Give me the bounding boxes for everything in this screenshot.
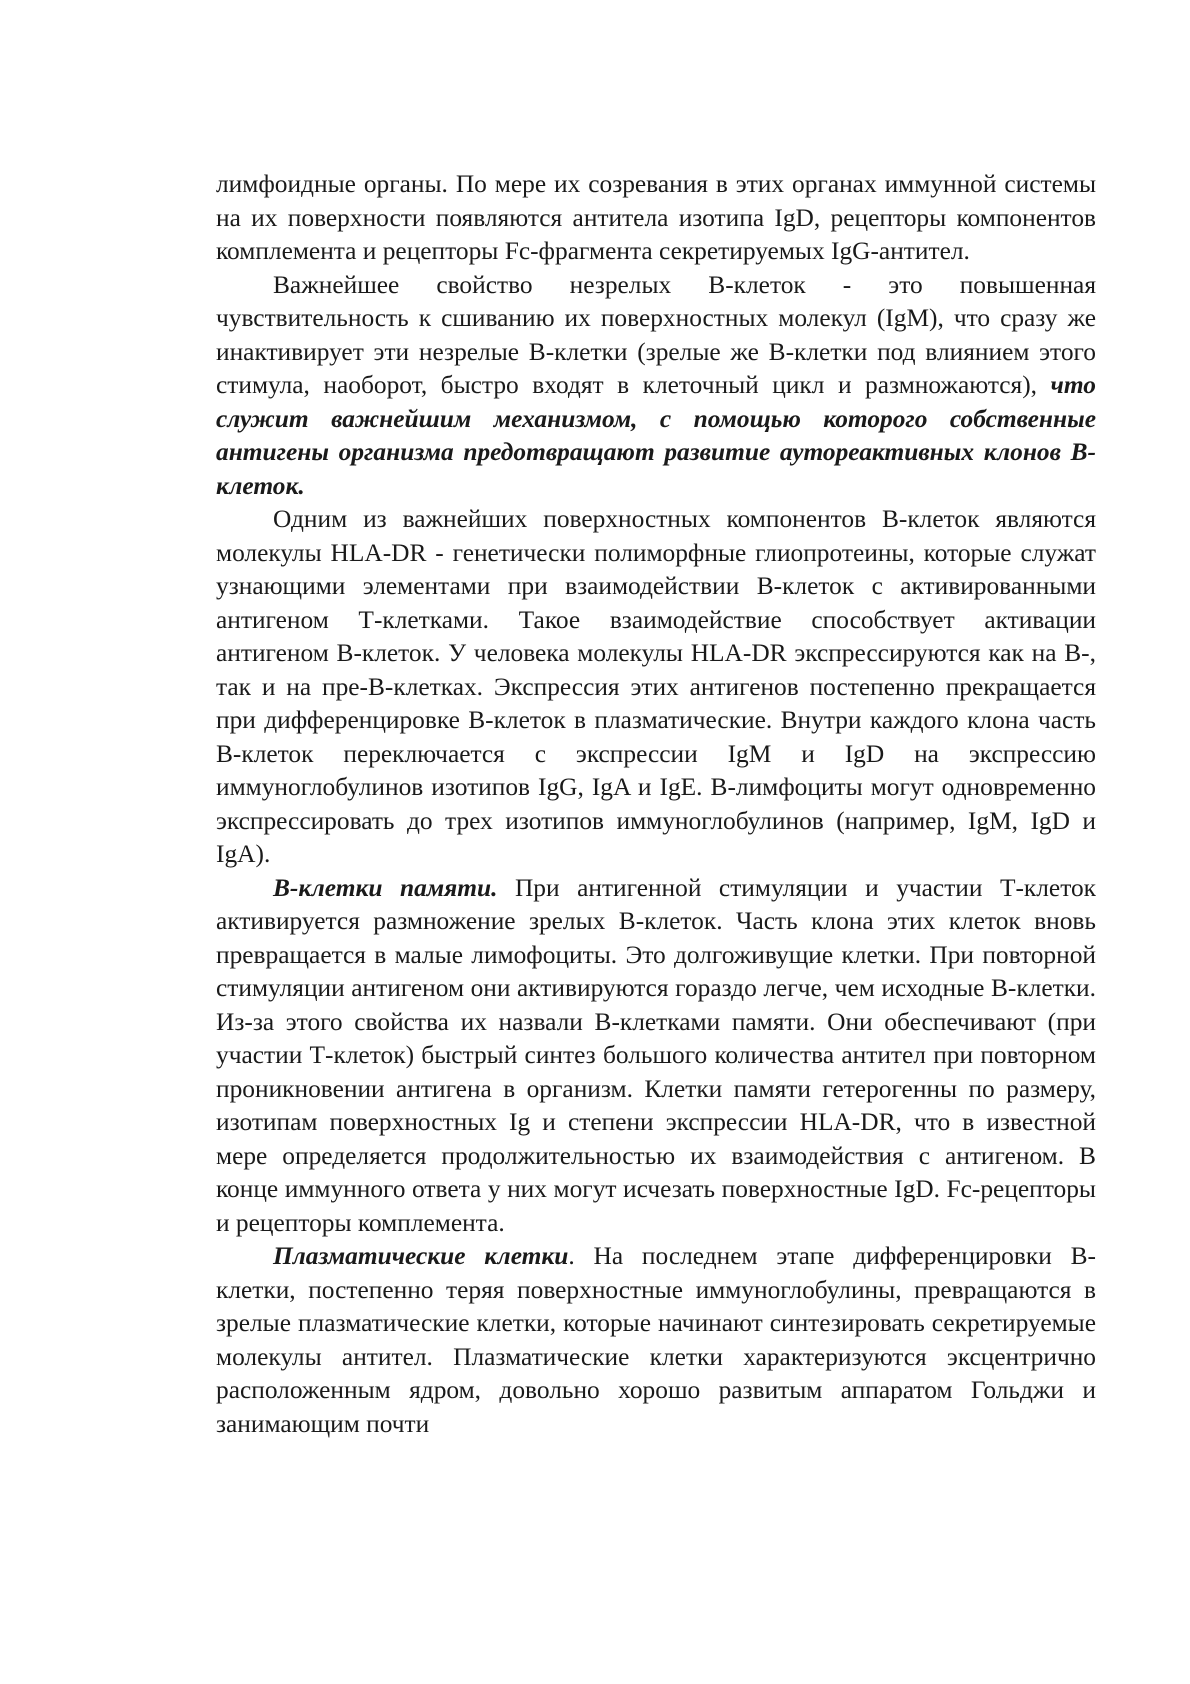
section-term: В-клетки памяти. <box>273 873 498 902</box>
paragraph-text: . На последнем этапе дифференцировки В-клетки, постепенно теряя поверхностные иммуноглобулины, превращаются в зрелые плазматические клетки, которые начинают синтезировать секретируемые молекулы антител. Плазматические клетки характеризуются эксцентрично расположенным ядром, довольно хорошо развитым аппаратом Гольджи и занимающим почти <box>216 1242 1096 1438</box>
paragraph-text: Важнейшее свойство незрелых В-клеток - это повышенная чувствительность к сшиванию их поверхностных молекул (IgM), что сразу же инактивирует эти незрелые В-клетки (зрелые же В-клетки под влиянием этого стимула, наоборот, быстро входят в клеточный цикл и размножаются), <box>216 270 1096 399</box>
paragraph-hla-dr <box>216 503 1096 872</box>
emphasis-text: что служит важнейшим механизмом, с помощью которого собственные антигены организма предотвращают развитие аутореактивных клонов В-клеток. <box>216 371 1096 500</box>
paragraph-plasma-cells <box>216 1240 1096 1441</box>
paragraph-text: При антигенной стимуляции и участии Т-клеток активируется размножение зрелых В-клеток. Часть клона этих клеток вновь превращается в малые лимофоциты. Это долгоживущие клетки. При повторной стимуляции антигеном они активируются гораздо легче, чем исходные В-клетки. Из-за этого свойства их назвали В-клетками памяти. Они обеспечивают (при участии Т-клеток) быстрый синтез большого количества антител при повторном проникновении антигена в организм. Клетки памяти гетерогенны по размеру, изотипам поверхностных Ig и степени экспрессии HLA-DR, что в известной мере определяется продолжительностью их взаимодействия с антигеном. В конце иммунного ответа у них могут исчезать поверхностные IgD. Fc-рецепторы и рецепторы комплемента. <box>216 873 1096 1237</box>
paragraph-memory-b-cells <box>216 872 1096 1241</box>
paragraph-text: Одним из важнейших поверхностных компонентов В-клеток являются молекулы HLA-DR - генетически полиморфные глиопротеины, которые служат узнающими элементами при взаимодействии В-клеток с активированными антигеном Т-клетками. Такое взаимодействие способствует активации антигеном В-клеток. У человека молекулы HLA-DR экспрессируются как на В-, так и на пре-В-клетках. Экспрессия этих антигенов постепенно прекращается при дифференцировке В-клеток в плазматические. Внутри каждого клона часть В-клеток переключается с экспрессии IgM и IgD на экспрессию иммуноглобулинов изотипов IgG, IgA и IgE. В-лимфоциты могут одновременно экспрессировать до трех изотипов иммуноглобулинов (например, IgM, IgD и IgA). <box>216 505 1096 868</box>
document-page <box>216 168 1096 1441</box>
paragraph-lymphoid-organs <box>216 168 1096 269</box>
section-term: Плазматические клетки <box>273 1242 569 1270</box>
paragraph-immature-b-cells <box>216 269 1096 504</box>
paragraph-text: лимфоидные органы. По мере их созревания в этих органах иммунной системы на их поверхности появляются антитела изотипа IgD, рецепторы компонентов комплемента и рецепторы Fc-фрагмента секретируемых IgG-антител. <box>216 170 1096 265</box>
